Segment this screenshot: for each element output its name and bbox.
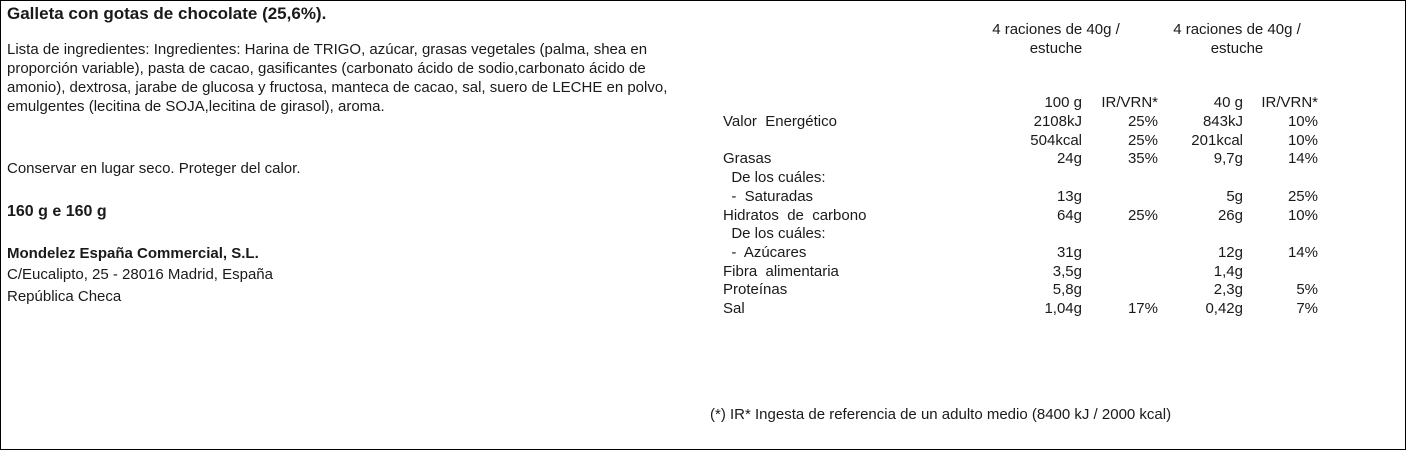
nutrient-value: 17%	[1127, 300, 1158, 317]
company-address: C/Eucalipto, 25 - 28016 Madrid, España	[7, 266, 273, 283]
nutrient-label: De los cuáles:	[723, 169, 826, 187]
nutrient-value: 14%	[1287, 243, 1318, 261]
product-title: Galleta con gotas de chocolate (25,6%).	[7, 4, 327, 23]
nutrient-value: 5,8g	[1052, 281, 1082, 299]
nutrient-value: 2,3g	[1213, 281, 1243, 299]
nutrient-value: 1,4g	[1213, 262, 1243, 280]
column-header-2: 4 raciones de 40g / estuche	[1173, 21, 1301, 57]
nutrient-value: 64g	[1056, 206, 1082, 224]
country-of-origin: República Checa	[7, 288, 122, 305]
nutrient-label: Proteínas	[723, 281, 788, 299]
nutrient-value: 5g	[1226, 187, 1243, 205]
nutrient-label: Valor Energético	[723, 113, 837, 130]
nutrient-value: 843kJ	[1202, 113, 1243, 130]
nutrient-label: Fibra alimentaria	[723, 262, 839, 280]
nutrient-value: 5%	[1296, 281, 1318, 299]
column-header-1: 4 raciones de 40g / estuche	[992, 21, 1120, 57]
nutrient-value: 2108kJ	[1033, 113, 1082, 130]
nutrient-value: 7%	[1296, 300, 1318, 317]
nutrient-label: Hidratos de carbono	[723, 206, 867, 224]
nutrient-value: 10%	[1287, 206, 1318, 224]
nutrient-value: 25%	[1127, 131, 1158, 149]
net-weight: 160 g e 160 g	[7, 203, 107, 220]
nutrient-value: 9,7g	[1213, 150, 1243, 168]
nutrient-value: 10%	[1287, 113, 1318, 130]
nutrient-value: 25%	[1127, 113, 1158, 130]
nutrient-value: 10%	[1287, 131, 1318, 149]
nutrient-label: - Saturadas	[723, 187, 814, 205]
nutrient-label: De los cuáles:	[723, 225, 826, 243]
nutrient-value: 26g	[1217, 206, 1243, 224]
nutrient-value: 12g	[1217, 243, 1243, 261]
storage-instructions: Conservar en lugar seco. Proteger del calor.	[7, 160, 301, 177]
nutrient-value: 31g	[1056, 243, 1082, 261]
subheader-ir-40g: IR/VRN*	[1261, 94, 1318, 111]
subheader-ir-100g: IR/VRN*	[1101, 94, 1158, 111]
nutrient-value: 14%	[1287, 150, 1318, 168]
nutrient-value: 3,5g	[1052, 262, 1082, 280]
subheader-40g: 40 g	[1213, 94, 1243, 111]
footnote: (*) IR* Ingesta de referencia de un adulto medio (8400 kJ / 2000 kcal)	[710, 406, 1172, 423]
nutrient-value: 25%	[1287, 187, 1318, 205]
nutrient-value: 201kcal	[1191, 131, 1243, 149]
nutrient-value: 504kcal	[1030, 131, 1082, 149]
nutrient-value: 35%	[1127, 150, 1158, 168]
nutrient-label: Sal	[723, 300, 745, 317]
subheader-100g: 100 g	[1044, 94, 1082, 111]
ingredients-text: Lista de ingredientes: Ingredientes: Harina de TRIGO, azúcar, grasas vegetales (palma, shea en proporción variable), pasta de cacao, gasificantes (carbonato ácido de sodio,carbonato ácido de amonio), dextrosa, jarabe de glucosa y fructosa, manteca de cacao, sal, suero de LECHE en polvo, emulgentes (lecitina de SOJA,lecitina de girasol), aroma.	[7, 41, 668, 115]
nutrient-label: Grasas	[723, 150, 772, 168]
nutrient-label: - Azúcares	[723, 243, 807, 261]
company-name: Mondelez España Commercial, S.L.	[7, 245, 259, 262]
nutrient-value: 13g	[1056, 187, 1082, 205]
nutrient-value: 0,42g	[1205, 300, 1243, 317]
nutrient-value: 1,04g	[1044, 300, 1082, 317]
nutrient-value: 25%	[1127, 206, 1158, 224]
nutrient-value: 24g	[1056, 150, 1082, 168]
